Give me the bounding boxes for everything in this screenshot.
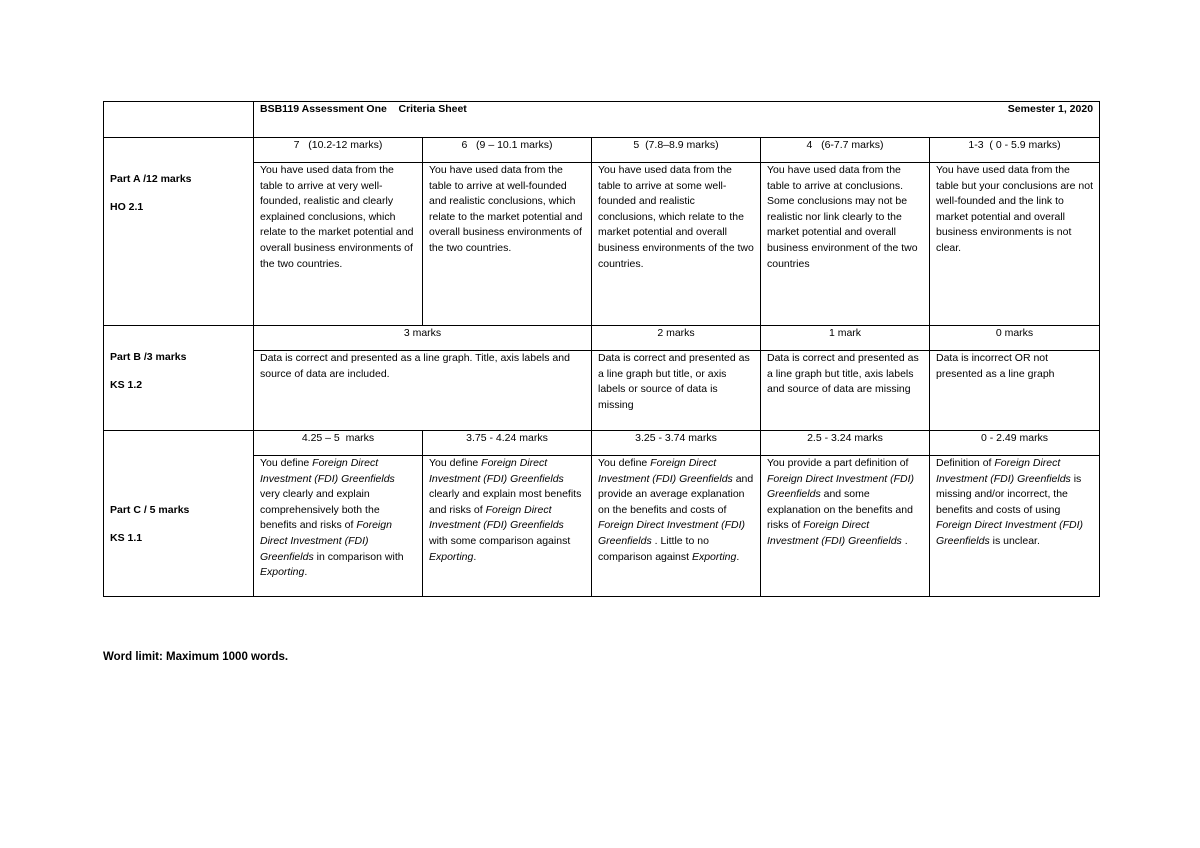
part-b-band-2-text: Data is correct and presented as a line graph but title, or axis labels or source of data is missing	[592, 351, 761, 431]
part-c-band-1-text	[254, 456, 423, 597]
exporting-term: Exporting	[429, 550, 474, 563]
exporting-term: Exporting	[691, 550, 737, 563]
part-b-band-2-mark: 2 marks	[592, 326, 761, 351]
part-b-band-3-mark: 1 mark	[761, 326, 930, 351]
exporting-term: Exporting	[260, 566, 305, 579]
table-header	[254, 102, 1100, 138]
criteria-table	[103, 101, 1100, 597]
corner-cell	[104, 102, 254, 138]
part-c-label-cell	[104, 431, 254, 597]
part-c-code: KS 1.1	[110, 531, 143, 544]
part-b-band-1-mark: 3 marks	[254, 326, 592, 351]
text-run: You define	[260, 457, 313, 469]
part-a-band-2-text: You have used data from the table to arrive at well-founded and realistic conclusions, which relate to the market potential and overall business environments of the two countries.	[423, 163, 592, 326]
fdi-term: Foreign Direct Investment (FDI) Greenfields	[260, 457, 395, 485]
text-run: and some explanation on the benefits and risks of	[767, 488, 913, 532]
part-a-band-1-mark: 7 (10.2-12 marks)	[254, 138, 423, 163]
part-a-band-5-mark: 1-3 ( 0 - 5.9 marks)	[930, 138, 1100, 163]
text-run: You define	[598, 457, 651, 469]
fdi-term: Foreign Direct Investment (FDI) Greenfields	[429, 457, 564, 485]
part-a-label: Part A /12 marks	[110, 173, 192, 185]
part-c-band-5-mark: 0 - 2.49 marks	[930, 431, 1100, 456]
part-b-label-cell	[104, 326, 254, 431]
text-run: clearly and explain most benefits and risks of	[429, 488, 582, 516]
part-c-band-3-text	[592, 456, 761, 597]
text-run: and provide an average explanation on the benefits and costs of	[598, 472, 754, 516]
part-a-band-4-mark: 4 (6-7.7 marks)	[761, 138, 930, 163]
part-b-band-4-text: Data is incorrect OR not presented as a line graph	[930, 351, 1100, 431]
fdi-term: Foreign Direct Investment (FDI) Greenfields	[936, 457, 1071, 485]
text-run: . Little to no comparison against	[598, 534, 709, 563]
fdi-term: Foreign Direct Investment (FDI) Greenfields	[260, 519, 392, 563]
part-c-band-3-mark: 3.25 - 3.74 marks	[592, 431, 761, 456]
part-a-band-5-text: You have used data from the table but your conclusions are not well-founded and the link to market potential and overall business environments is not clear.	[930, 163, 1100, 326]
part-b-label: Part B /3 marks	[110, 351, 187, 363]
fdi-term: Foreign Direct Investment (FDI) Greenfields	[598, 519, 746, 547]
text-run: with some comparison against	[429, 534, 571, 547]
fdi-term: Foreign Direct Investment (FDI) Greenfields	[598, 457, 733, 485]
part-c-band-2-text	[423, 456, 592, 597]
part-a-band-3-text: You have used data from the table to arrive at some well-founded and realistic conclusions, which relate to the market potential and overall business environments of the two countries.	[592, 163, 761, 326]
fdi-term: Foreign Direct Investment (FDI) Greenfields	[767, 519, 902, 547]
document-title: BSB119 Assessment One Criteria Sheet	[260, 103, 467, 115]
part-c-band-2-mark: 3.75 - 4.24 marks	[423, 431, 592, 456]
text-run: is missing and/or incorrect, the benefits and costs of using	[936, 472, 1082, 516]
text-run: Definition of	[936, 457, 995, 469]
part-c-band-4-text	[761, 456, 930, 597]
part-c-band-4-mark: 2.5 - 3.24 marks	[761, 431, 930, 456]
text-run: is unclear.	[989, 534, 1040, 547]
part-a-band-1-text: You have used data from the table to arrive at very well-founded, realistic and clearly explained conclusions, which relate to the market potential and overall business environments of the two countries.	[254, 163, 423, 326]
semester-label: Semester 1, 2020	[1007, 103, 1094, 115]
part-c-band-1-mark: 4.25 – 5 marks	[254, 431, 423, 456]
text-run: You provide a part definition of	[767, 457, 909, 469]
part-a-label-cell	[104, 138, 254, 326]
text-run: very clearly and explain comprehensively both the benefits and risks of	[260, 488, 380, 532]
part-b-band-1-text: Data is correct and presented as a line graph. Title, axis labels and source of data are included.	[254, 351, 592, 431]
text-run: .	[901, 534, 908, 547]
part-a-code: HO 2.1	[110, 200, 144, 213]
part-a-band-4-text: You have used data from the table to arrive at conclusions. Some conclusions may not be realistic nor link clearly to the market potential and overall business environment of the two countries	[761, 163, 930, 326]
part-b-band-4-mark: 0 marks	[930, 326, 1100, 351]
part-b-code: KS 1.2	[110, 378, 143, 391]
text-run: You define	[429, 457, 482, 469]
word-limit-note: Word limit: Maximum 1000 words.	[103, 651, 289, 663]
text-run: .	[304, 566, 308, 579]
text-run: in comparison with	[313, 550, 404, 563]
part-a-band-2-mark: 6 (9 – 10.1 marks)	[423, 138, 592, 163]
part-b-band-3-text: Data is correct and presented as a line graph but title, axis labels and source of data are missing	[761, 351, 930, 431]
text-run: .	[473, 550, 477, 563]
part-c-band-5-text	[930, 456, 1100, 597]
text-run: .	[736, 550, 740, 563]
fdi-term: Foreign Direct Investment (FDI) Greenfields	[936, 519, 1084, 547]
part-a-band-3-mark: 5 (7.8–8.9 marks)	[592, 138, 761, 163]
part-c-label: Part C / 5 marks	[110, 504, 190, 516]
fdi-term: Foreign Direct Investment (FDI) Greenfields	[429, 503, 564, 532]
fdi-term: Foreign Direct Investment (FDI) Greenfields	[767, 472, 915, 501]
